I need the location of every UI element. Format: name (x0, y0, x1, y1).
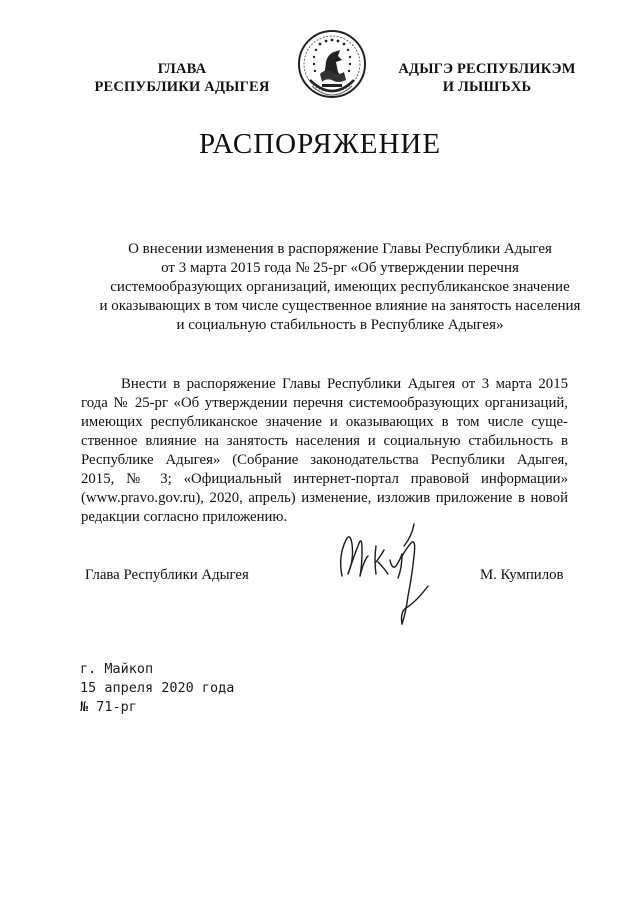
subject-line: и социальную стабильность в Республике Адыгея» (176, 317, 504, 333)
body-line: редакции согласно приложению. (81, 509, 288, 525)
body-line: имеющих республиканское значение и оказывающих в том числе суще- (81, 414, 568, 430)
header-right-line2: И ЛЫШЪХЬ (442, 79, 532, 95)
stamp-city: г. Майкоп (80, 661, 154, 677)
body-line: года № 25-рг «Об утверждении перечня системообразующих организаций, (81, 395, 568, 411)
signatory-position: Глава Республики Адыгея (85, 567, 249, 583)
subject-line: от 3 марта 2015 года № 25-рг «Об утверждении перечня (161, 260, 519, 276)
stamp-date: 15 апреля 2020 года (80, 680, 235, 696)
header-left-line1: ГЛАВА (157, 61, 207, 77)
signatory-name: М. Кумпилов (480, 567, 564, 583)
body-line: (www.pravo.gov.ru), 2020, апрель) изменение, изложив приложение в новой (81, 490, 568, 506)
body-line: Внести в распоряжение Главы Республики Адыгея от 3 марта 2015 (121, 376, 568, 392)
header-right (387, 60, 587, 96)
header-left (82, 60, 282, 96)
body-line: ственное влияние на занятость населения и социальную стабильность в (81, 433, 568, 449)
document-subject (90, 240, 590, 335)
subject-line: и оказывающих в том числе существенное влияние на занятость населения (99, 298, 581, 314)
subject-line: системообразующих организаций, имеющих республиканское значение (110, 279, 570, 295)
document-title: РАСПОРЯЖЕНИЕ (198, 128, 442, 160)
header-right-line1: АДЫГЭ РЕСПУБЛИКЭМ (398, 61, 576, 77)
stamp-number: № 71-рг (80, 699, 137, 715)
subject-line: О внесении изменения в распоряжение Главы Республики Адыгея (128, 241, 552, 257)
document-body (81, 375, 568, 527)
coat-of-arms-of-adygea-icon (296, 22, 368, 106)
body-line: 2015, № 3; «Официальный интернет-портал правовой информации» (81, 471, 568, 487)
handwritten-signature (332, 516, 442, 630)
body-line: Республике Адыгея» (Собрание законодательства Республики Адыгея, (81, 452, 568, 468)
header-left-line2: РЕСПУБЛИКИ АДЫГЕЯ (94, 79, 270, 95)
registration-stamp (80, 660, 234, 717)
